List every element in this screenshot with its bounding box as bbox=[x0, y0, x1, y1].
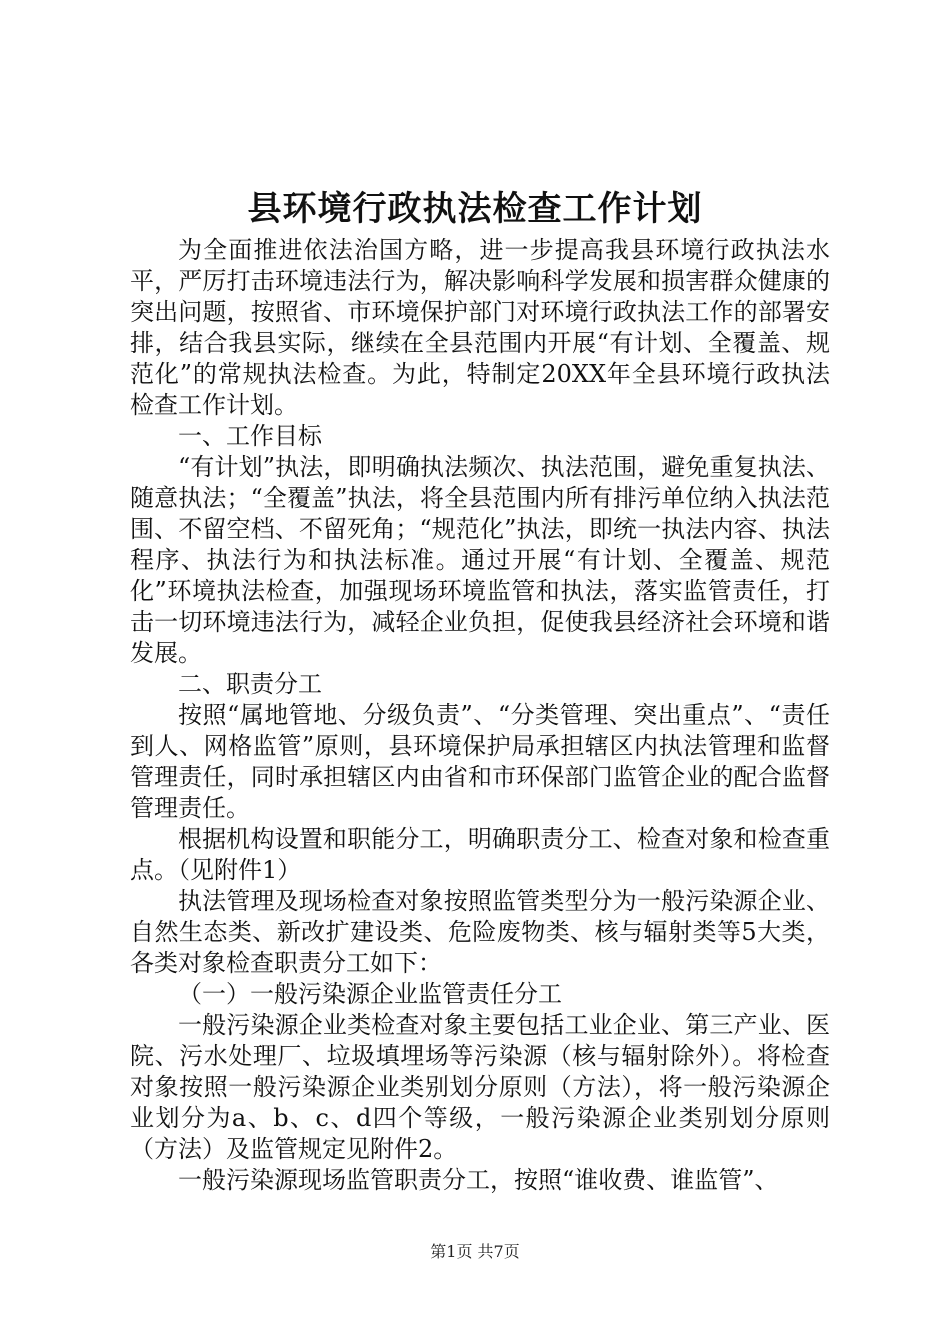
document-title: 县环境行政执法检查工作计划 bbox=[247, 189, 703, 229]
paragraph-goals: “有计划”执法，即明确执法频次、执法范围，避免重复执法、随意执法；“全覆盖”执法，将全县范围内所有排污单位纳入执法范围、不留空档、不留死角；“规范化”执法，即统一执法内容、执法程序、执法行为和执法标准。通过开展“有计划、全覆盖、规范化”环境执法检查，加强现场环境监管和执法，落实监管责任，打击一切环境违法行为，减轻企业负担，促使我县经济社会环境和谐发展。 bbox=[130, 453, 830, 667]
paragraph-general-pollution: 一般污染源企业类检查对象主要包括工业企业、第三产业、医院、污水处理厂、垃圾填埋场等污染源（核与辐射除外）。将检查对象按照一般污染源企业类别划分原则（方法），将一般污染源企业划分为a、b、c、d四个等级，一般污染源企业类别划分原则（方法）及监管规定见附件2。 bbox=[130, 1011, 830, 1163]
section-heading-goals: 一、工作目标 bbox=[178, 422, 322, 450]
subsection-heading-general-pollution: （一）一般污染源企业监管责任分工 bbox=[178, 980, 562, 1008]
paragraph-principles: 按照“属地管地、分级负责”、“分类管理、突出重点”、“责任到人、网格监管”原则，县环境保护局承担辖区内执法管理和监督管理责任，同时承担辖区内由省和市环保部门监管企业的配合监督管理责任。 bbox=[130, 701, 830, 822]
paragraph-attachment-1: 根据机构设置和职能分工，明确职责分工、检查对象和检查重点。（见附件1） bbox=[130, 825, 830, 884]
section-heading-duties: 二、职责分工 bbox=[178, 670, 322, 698]
paragraph-onsite-supervision: 一般污染源现场监管职责分工，按照“谁收费、谁监管”、 bbox=[178, 1166, 779, 1194]
page-number: 第1页 共7页 bbox=[430, 1242, 520, 1261]
document-body bbox=[130, 235, 830, 1196]
paragraph-categories: 执法管理及现场检查对象按照监管类型分为一般污染源企业、自然生态类、新改扩建设类、危险废物类、核与辐射类等5大类，各类对象检查职责分工如下： bbox=[130, 887, 830, 977]
paragraph-intro: 为全面推进依法治国方略，进一步提高我县环境行政执法水平，严厉打击环境违法行为，解决影响科学发展和损害群众健康的突出问题，按照省、市环境保护部门对环境行政执法工作的部署安排，结合我县实际，继续在全县范围内开展“有计划、全覆盖、规范化”的常规执法检查。为此，特制定20XX年全县环境行政执法检查工作计划。 bbox=[130, 236, 830, 419]
